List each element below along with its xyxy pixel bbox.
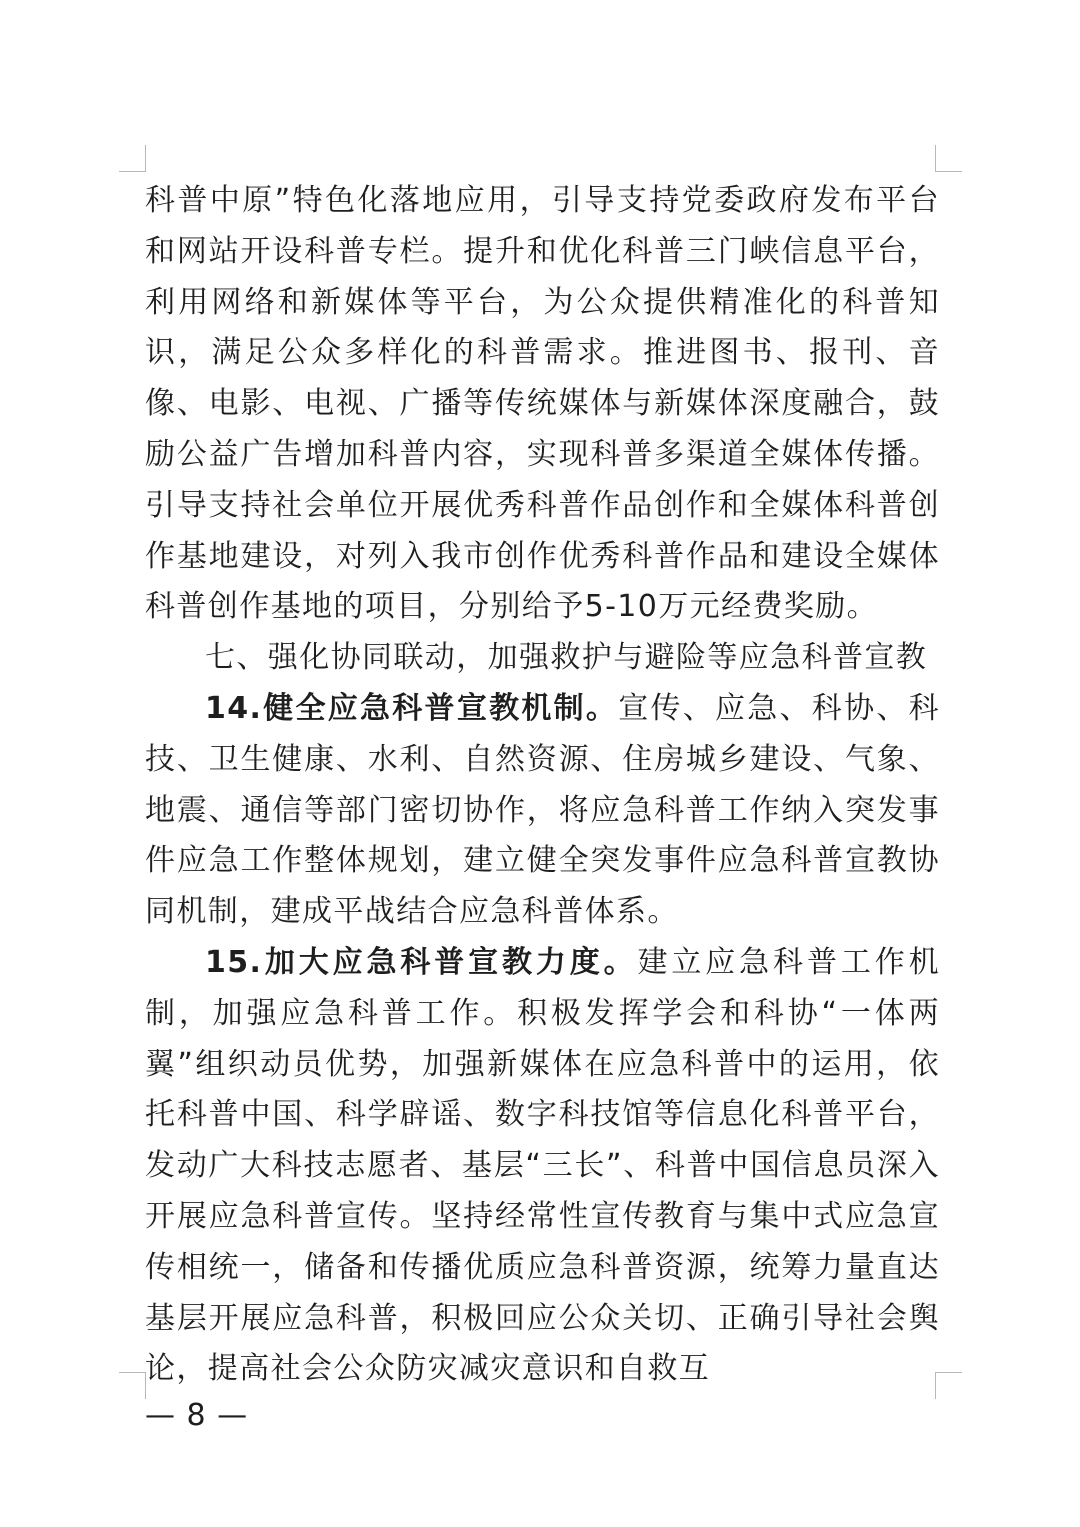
paragraph-continuation: 科普中原”特色化落地应用，引导支持党委政府发布平台和网站开设科普专栏。提升和优化科普三门峡信息平台，利用网络和新媒体等平台，为公众提供精准化的科普知识，满足公众多样化的科普需求。推进图书、报刊、音像、电影、电视、广播等传统媒体与新媒体深度融合，鼓励公益广告增加科普内容，实现科普多渠道全媒体传播。引导支持社会单位开展优秀科普作品创作和全媒体科普创作基地建设，对列入我市创作优秀科普作品和建设全媒体科普创作基地的项目，分别给予5-10万元经费奖励。 — [145, 183, 940, 625]
crop-mark-top-left — [119, 145, 146, 172]
paragraph-item-15 — [145, 938, 940, 1395]
page-number: — 8 — — [145, 1398, 249, 1433]
crop-mark-top-right — [935, 145, 962, 172]
item-14-heading: 14.健全应急科普宣教机制。 — [205, 690, 619, 726]
document-body — [145, 176, 940, 1395]
item-15-text: 建立应急科普工作机制，加强应急科普工作。积极发挥学会和科协“一体两翼”组织动员优势，加强新媒体在应急科普中的运用，依托科普中国、科学辟谣、数字科技馆等信息化科普平台，发动广大科技志愿者、基层“三长”、科普中国信息员深入开展应急科普宣传。坚持经常性宣传教育与集中式应急宣传相统一，储备和传播优质应急科普资源，统筹力量直达基层开展应急科普，积极回应公众关切、正确引导社会舆论，提高社会公众防灾减灾意识和自救互 — [145, 944, 940, 1387]
crop-mark-bottom-left — [119, 1372, 146, 1399]
item-15-heading: 15.加大应急科普宣教力度。 — [205, 944, 638, 980]
paragraph-item-14 — [145, 684, 940, 938]
section-heading: 七、强化协同联动，加强救护与避险等应急科普宣教 — [205, 640, 928, 676]
item-14-text: 宣传、应急、科协、科技、卫生健康、水利、自然资源、住房城乡建设、气象、地震、通信等部门密切协作，将应急科普工作纳入突发事件应急工作整体规划，建立健全突发事件应急科普宣教协同机制，建成平战结合应急科普体系。 — [145, 690, 941, 930]
